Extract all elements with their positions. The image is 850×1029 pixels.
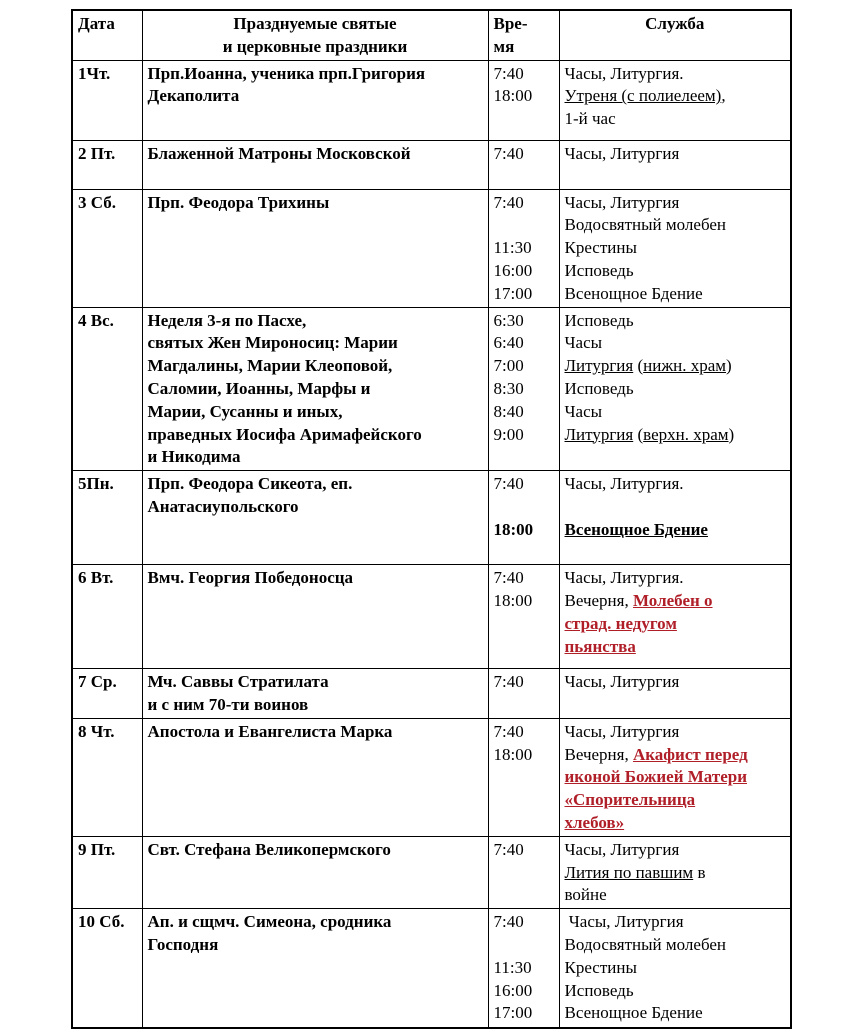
service-highlight: страд. недугом — [564, 613, 677, 633]
service-line — [565, 671, 786, 694]
service-cell — [559, 307, 791, 471]
saints-line: и Никодима — [147, 447, 241, 467]
service-text: ( — [633, 356, 644, 376]
saints-line: праведных Иосифа Аримафейского — [147, 424, 422, 444]
service-text: Часы — [564, 333, 603, 353]
time-cell — [488, 909, 559, 1028]
saints-line: Господня — [147, 934, 219, 954]
saints-cell — [142, 669, 488, 719]
service-text: Всенощное Бдение — [564, 283, 703, 303]
time-line: 11:30 — [493, 957, 532, 977]
service-cell — [559, 565, 791, 669]
service-line — [565, 636, 786, 659]
saints-line: Магдалины, Марии Клеоповой, — [147, 356, 393, 376]
saints-line: Вмч. Георгия Победоносца — [147, 568, 354, 588]
service-text: Часы, Литургия — [564, 143, 680, 163]
service-text: ( — [633, 424, 644, 444]
saints-line: Прп. Феодора Трихины — [147, 192, 330, 212]
time-line: 16:00 — [493, 260, 533, 280]
saints-cell — [142, 471, 488, 565]
date-cell — [72, 669, 142, 719]
service-line — [565, 378, 786, 401]
service-highlight: Молебен о — [632, 590, 713, 610]
service-text: Водосвятный молебен — [564, 215, 727, 235]
service-text: Всенощное Бдение — [564, 519, 708, 539]
time-line: 7:40 — [493, 474, 524, 494]
header-time-line: Вре- — [493, 14, 528, 33]
service-line — [565, 63, 786, 86]
time-cell — [488, 60, 559, 140]
schedule-row — [72, 307, 791, 471]
service-text: Всенощное Бдение — [564, 1003, 703, 1023]
service-text: ) — [726, 356, 732, 376]
saints-cell — [142, 565, 488, 669]
saints-line: Прп. Феодора Сикеота, еп. — [147, 474, 353, 494]
saints-line: Неделя 3-я по Пасхе, — [147, 310, 307, 330]
service-line — [565, 812, 786, 835]
saints-line: Ап. и сщмч. Симеона, сродника — [147, 912, 392, 932]
time-cell — [488, 669, 559, 719]
service-text: Часы, Литургия — [564, 721, 680, 741]
saints-line: Свт. Стефана Великопермского — [147, 839, 391, 859]
service-cell — [559, 718, 791, 836]
saints-cell — [142, 140, 488, 189]
service-text: Крестины — [564, 238, 637, 258]
service-text: Исповедь — [564, 980, 634, 1000]
schedule-rows — [72, 60, 791, 1028]
service-line — [565, 590, 786, 613]
saints-line: Апостола и Евангелиста Марка — [147, 721, 393, 741]
service-line — [565, 789, 786, 812]
service-line — [565, 567, 786, 590]
schedule-row — [72, 836, 791, 908]
time-line: 18:00 — [493, 519, 534, 539]
service-cell — [559, 189, 791, 307]
date-cell — [72, 909, 142, 1028]
saints-line: Марии, Сусанны и иных, — [147, 401, 343, 421]
service-highlight: «Спорительница — [564, 790, 696, 810]
time-line: 18:00 — [493, 744, 533, 764]
service-text: Часы, Литургия — [564, 839, 680, 859]
date-text: 9 Пт. — [78, 839, 116, 859]
time-cell — [488, 718, 559, 836]
time-line: 16:00 — [493, 980, 533, 1000]
service-cell — [559, 909, 791, 1028]
saints-line: Мч. Саввы Стратилата — [147, 672, 329, 692]
date-cell — [72, 60, 142, 140]
time-line: 18:00 — [493, 86, 533, 106]
header-saints-line: и церковные праздники — [222, 36, 408, 56]
service-text: нижн. храм — [643, 356, 726, 376]
time-line: 7:40 — [493, 143, 524, 163]
service-line — [565, 473, 786, 496]
header-date-label: Дата — [78, 14, 115, 33]
saints-line: Анатасиупольского — [147, 496, 299, 516]
saints-line: Прп.Иоанна, ученика прп.Григория — [147, 63, 426, 83]
date-text: 5Пн. — [78, 474, 114, 494]
service-text: Исповедь — [564, 378, 634, 398]
date-cell — [72, 189, 142, 307]
service-line — [565, 192, 786, 215]
service-line — [565, 310, 786, 333]
time-cell — [488, 471, 559, 565]
service-line — [565, 401, 786, 424]
service-line — [565, 355, 786, 378]
service-text: войне — [564, 885, 607, 905]
schedule-table — [71, 9, 792, 1029]
header-saints — [142, 10, 488, 60]
time-line: 7:00 — [493, 356, 524, 376]
schedule-row — [72, 718, 791, 836]
service-line — [565, 332, 786, 355]
time-cell — [488, 307, 559, 471]
service-cell — [559, 60, 791, 140]
schedule-row — [72, 471, 791, 565]
date-cell — [72, 140, 142, 189]
service-text: Вечерня, — [564, 744, 633, 764]
time-cell — [488, 565, 559, 669]
saints-cell — [142, 718, 488, 836]
service-line — [565, 214, 786, 237]
service-line — [565, 911, 786, 934]
service-line — [565, 496, 786, 519]
time-line — [494, 214, 554, 237]
header-service-label: Служба — [645, 14, 705, 33]
service-text: ) — [728, 424, 735, 444]
service-line — [565, 237, 786, 260]
service-text: Крестины — [564, 957, 637, 977]
service-line — [565, 934, 786, 957]
saints-cell — [142, 307, 488, 471]
service-text: Часы — [564, 401, 603, 421]
service-line — [565, 839, 786, 862]
saints-cell — [142, 60, 488, 140]
service-text: Литургия — [564, 424, 634, 444]
service-line — [565, 260, 786, 283]
service-text: Часы, Литургия — [564, 672, 680, 692]
schedule-row — [72, 565, 791, 669]
service-line — [565, 283, 786, 306]
schedule-row — [72, 189, 791, 307]
service-text: Вечерня, — [564, 590, 633, 610]
service-line — [565, 143, 786, 166]
time-line: 9:00 — [493, 424, 524, 444]
service-text: верхн. храм — [643, 424, 729, 444]
service-line — [565, 613, 786, 636]
saints-line: Декаполита — [147, 86, 240, 106]
date-text: 1Чт. — [78, 63, 111, 83]
service-line — [565, 980, 786, 1003]
service-line — [565, 424, 786, 447]
service-text: в — [693, 862, 706, 882]
service-text: Литургия — [564, 356, 634, 376]
service-text: Часы, Литургия. — [564, 63, 684, 83]
service-highlight: хлебов» — [564, 812, 625, 832]
date-text: 2 Пт. — [78, 143, 116, 163]
service-line — [565, 519, 786, 542]
date-cell — [72, 471, 142, 565]
service-cell — [559, 669, 791, 719]
date-cell — [72, 718, 142, 836]
service-text: Часы, Литургия. — [564, 474, 684, 494]
date-text: 8 Чт. — [78, 721, 115, 741]
time-line — [494, 934, 554, 957]
time-line: 6:30 — [493, 310, 524, 330]
service-line — [565, 108, 786, 131]
service-text: 1-й час — [564, 109, 616, 129]
schedule-row — [72, 669, 791, 719]
service-cell — [559, 471, 791, 565]
time-line: 17:00 — [493, 1003, 533, 1023]
saints-cell — [142, 909, 488, 1028]
service-line — [565, 744, 786, 767]
service-text: Часы, Литургия — [564, 912, 684, 932]
saints-cell — [142, 189, 488, 307]
saints-line: и с ним 70-ти воинов — [147, 694, 309, 714]
time-line: 7:40 — [493, 839, 524, 859]
service-line — [565, 85, 786, 108]
time-line: 6:40 — [493, 333, 524, 353]
time-cell — [488, 836, 559, 908]
date-text: 10 Сб. — [78, 912, 125, 932]
service-line — [565, 957, 786, 980]
saints-line: святых Жен Мироносиц: Марии — [147, 333, 398, 353]
service-text: Утреня (с полиелеем) — [564, 86, 722, 106]
header-service — [559, 10, 791, 60]
header-saints-line: Празднуемые святые — [233, 14, 397, 33]
schedule-row — [72, 140, 791, 189]
service-line — [565, 721, 786, 744]
time-line: 7:40 — [493, 63, 524, 83]
header-time-line: мя — [493, 36, 515, 56]
time-line: 8:40 — [493, 401, 524, 421]
schedule-row — [72, 60, 791, 140]
date-text: 4 Вс. — [78, 310, 114, 330]
time-cell — [488, 140, 559, 189]
time-cell — [488, 189, 559, 307]
saints-cell — [142, 836, 488, 908]
service-line — [565, 766, 786, 789]
date-cell — [72, 565, 142, 669]
service-text: Лития по павшим — [564, 862, 694, 882]
service-cell — [559, 140, 791, 189]
service-highlight: Акафист перед — [632, 744, 748, 764]
time-line: 7:40 — [493, 912, 524, 932]
service-text: Часы, Литургия. — [564, 568, 684, 588]
schedule-row — [72, 909, 791, 1028]
time-line — [494, 496, 554, 519]
saints-line: Блаженной Матроны Московской — [147, 143, 411, 163]
date-text: 7 Ср. — [78, 672, 117, 692]
service-text: Исповедь — [564, 310, 634, 330]
saints-line: Саломии, Иоанны, Марфы и — [147, 378, 371, 398]
service-text: , — [721, 86, 726, 106]
service-highlight: иконой Божией Матери — [564, 767, 747, 787]
time-line: 18:00 — [493, 590, 533, 610]
service-highlight: пьянства — [564, 636, 636, 656]
time-line: 11:30 — [493, 238, 532, 258]
time-line: 7:40 — [493, 568, 524, 588]
date-text: 3 Сб. — [78, 192, 116, 212]
service-cell — [559, 836, 791, 908]
date-cell — [72, 307, 142, 471]
service-text: Исповедь — [564, 260, 634, 280]
time-line: 7:40 — [493, 672, 524, 692]
header-date — [72, 10, 142, 60]
time-line: 8:30 — [493, 378, 524, 398]
service-text: Водосвятный молебен — [564, 934, 727, 954]
time-line: 7:40 — [493, 721, 524, 741]
time-line: 7:40 — [493, 192, 524, 212]
header-time — [488, 10, 559, 60]
header-row — [72, 10, 791, 60]
time-line: 17:00 — [493, 283, 533, 303]
date-text: 6 Вт. — [78, 568, 114, 588]
service-text: Часы, Литургия — [564, 192, 680, 212]
service-line — [565, 884, 786, 907]
service-line — [565, 862, 786, 885]
date-cell — [72, 836, 142, 908]
service-line — [565, 1002, 786, 1025]
